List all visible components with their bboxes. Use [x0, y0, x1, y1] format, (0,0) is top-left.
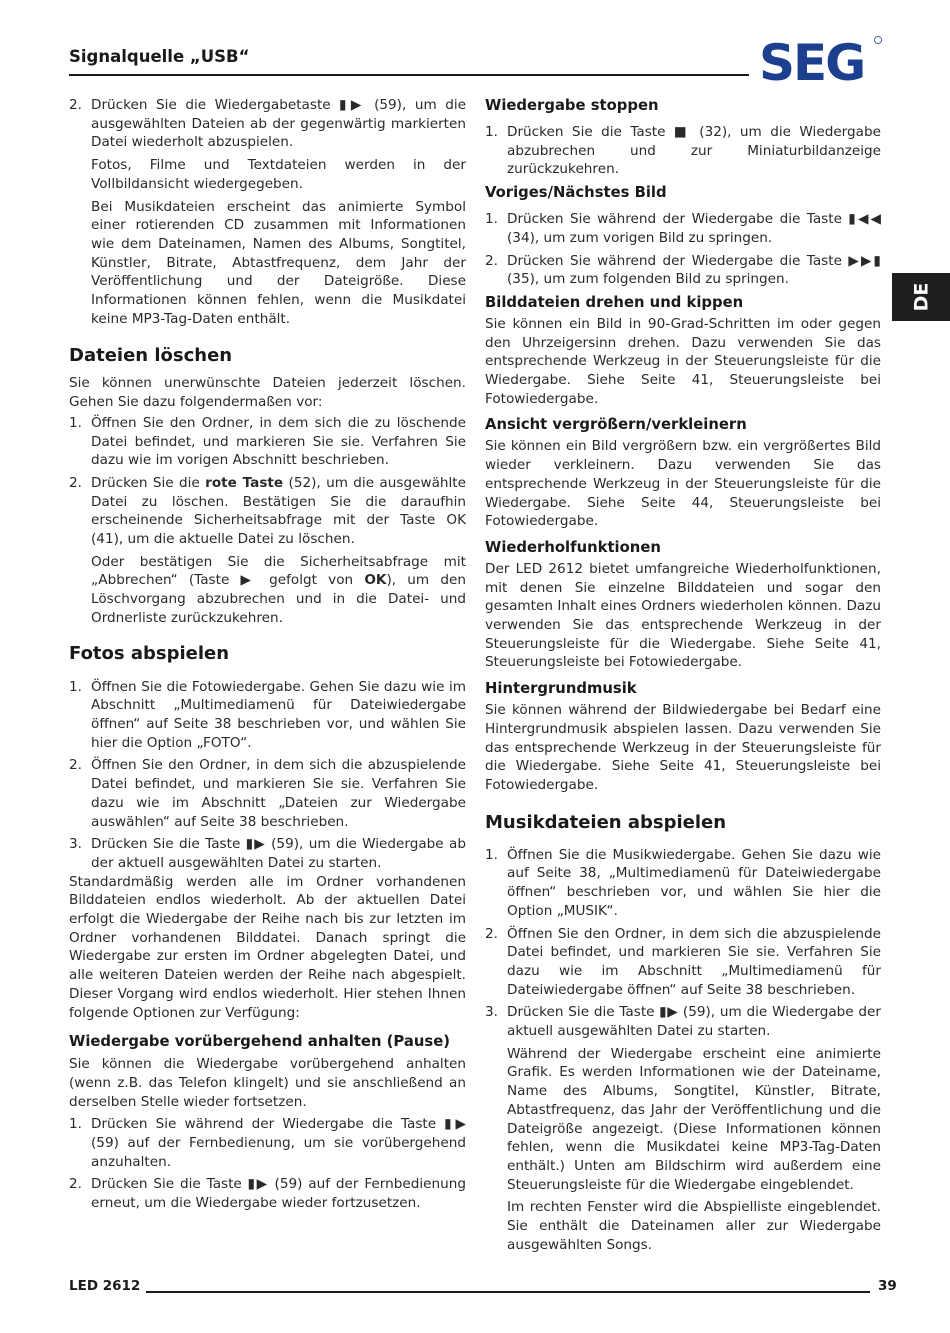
- step-text: Öffnen Sie die Fotowiedergabe. Gehen Sie dazu wie im Abschnitt „Multimediamenü für Dateiwiedergabe öffnen“ auf Seite 38 beschrieben vor, und wählen Sie hier die Option „FOTO“.: [91, 678, 466, 751]
- step-number: 2.: [69, 97, 82, 113]
- list-item: [485, 1003, 881, 1254]
- paragraph: Standardmäßig werden alle im Ordner vorhandenen Bilddateien endlos wiederholt. Ab der aktuellen Datei erfolgt die Wiedergabe der Reihe nach bis zur letzten im Ordner vorhandenen Bilddatei. Danach springt die Wiedergabe zur ersten im Ordner abgelegten Datei, und alle weiteren Dateien werden der Reihe nach abgespielt. Dieser Vorgang wird endlos wiederholt. Hier stehen Ihnen folgende Optionen zur Verfügung:: [69, 873, 466, 1021]
- right-column: [485, 96, 881, 1258]
- section-heading-prev-next: Voriges/Nächstes Bild: [485, 184, 667, 202]
- step-note: [91, 553, 466, 628]
- play-steps-list: [69, 96, 466, 328]
- language-tab-label: DE: [909, 282, 932, 312]
- step-number: 1.: [485, 846, 498, 863]
- left-column: [69, 96, 466, 1217]
- section-heading-photos: Fotos abspielen: [69, 642, 230, 664]
- step-note: Im rechten Fenster wird die Abspielliste eingeblendet. Sie enthält die Dateinamen aller zur Wiedergabe ausgewählten Songs.: [507, 1199, 881, 1253]
- list-item: [69, 1175, 466, 1212]
- section-heading-music: Musikdateien abspielen: [485, 811, 727, 833]
- list-item: [69, 835, 466, 872]
- list-item: [69, 1115, 466, 1171]
- step-text: Drücken Sie während der Wiedergabe die Taste ▮▶ (59) auf der Fernbedienung, um sie vorübergehend anzuhalten.: [91, 1116, 466, 1170]
- step-text: Öffnen Sie die Musikwiedergabe. Gehen Sie dazu wie auf Seite 38, „Multimediamenü für Dateiwiedergabe öffnen“ beschrieben vor, und wählen Sie hier die Option „MUSIK“.: [507, 846, 881, 919]
- step-number: 1.: [485, 211, 498, 228]
- list-item: [69, 756, 466, 831]
- ok-key-label: OK: [364, 572, 387, 589]
- seg-logo-text: SEG: [759, 34, 865, 84]
- text-run: (52), um die ausgewählte Datei zu löschen. Bestätigen Sie die daraufhin erscheinende Sicherheitsabfrage mit der Taste OK (41), um die aktuelle Datei zu löschen.: [91, 474, 466, 548]
- paragraph: Sie können unerwünschte Dateien jederzeit löschen. Gehen Sie dazu folgendermaßen vor:: [69, 375, 466, 411]
- text-run: Drücken Sie die: [91, 474, 206, 491]
- step-note: Bei Musikdateien erscheint das animierte Symbol einer rotierenden CD zusammen mit Informationen wie dem Dateinamen, Namen des Albums, Songtitel, Künstler, Bitrate, Abtastfrequenz, dem Jahr der Veröffentlichung und der Dateigröße. Diese Informationen können fehlen, wenn die Musikdatei keine MP3-Tag-Daten enthält.: [91, 198, 466, 327]
- list-item: [485, 210, 881, 247]
- step-note: Fotos, Filme und Textdateien werden in der Vollbildansicht wiedergegeben.: [91, 157, 466, 192]
- step-number: 3.: [485, 1004, 498, 1021]
- paragraph: Sie können während der Bildwiedergabe bei Bedarf eine Hintergrundmusik abspielen lassen. Dazu verwenden Sie das entsprechende Werkzeug in der Steuerungsleiste für die Wiedergabe. Siehe Seite 41, Steuerungsleiste bei Fotowiedergabe.: [485, 702, 881, 793]
- seg-logo-graphic: [759, 34, 884, 84]
- list-item: [69, 414, 466, 470]
- header-rule: [69, 74, 749, 76]
- section-heading-repeat: Wiederholfunktionen: [485, 538, 661, 556]
- step-number: 3.: [69, 836, 82, 853]
- step-number: 1.: [69, 678, 82, 695]
- paragraph: Der LED 2612 bietet umfangreiche Wiederholfunktionen, mit denen Sie einzelne Bilddateien und sogar den gesamten Inhalt eines Ordners wiederholen können. Dazu verwenden Sie das entsprechende Werkzeug in der Steuerungsleiste für die Wiedergabe. Siehe Seite 41, Steuerungsleiste bei Fotowiedergabe.: [485, 560, 881, 671]
- step-text: Öffnen Sie den Ordner, in dem sich die zu löschende Datei befindet, und markieren Sie sie. Verfahren Sie dazu wie im vorigen Abschnitt beschrieben.: [91, 414, 466, 469]
- step-text: Drücken Sie die Taste ▮▶ (59) auf der Fernbedienung erneut, um die Wiedergabe wieder fortzusetzen.: [91, 1176, 466, 1212]
- footer-rule: [146, 1291, 870, 1293]
- step-number: 1.: [69, 1116, 82, 1133]
- photo-steps-list: [69, 678, 466, 873]
- step-number: 2.: [485, 252, 498, 269]
- paragraph: Sie können ein Bild in 90-Grad-Schritten im oder gegen den Uhrzeigersinn drehen. Dazu verwenden Sie das entsprechende Werkzeug in der Steuerungsleiste für die Wiedergabe. Siehe Seite 41, Steuerungsleiste bei Fotowiedergabe.: [485, 315, 881, 407]
- step-text: Drücken Sie die Taste ▮▶ (59), um die Wiedergabe der aktuell ausgewählten Datei zu starten.: [507, 1004, 881, 1040]
- step-text: Drücken Sie die Taste ▮▶ (59), um die Wiedergabe ab der aktuell ausgewählten Datei zu starten.: [91, 836, 466, 871]
- delete-steps-list: [69, 414, 466, 628]
- page-header-title: Signalquelle „USB“: [69, 47, 250, 66]
- step-number: 2.: [69, 1176, 82, 1193]
- footer-model: LED 2612: [69, 1278, 141, 1294]
- paragraph: Sie können ein Bild vergrößern bzw. ein vergrößertes Bild wieder verkleinern. Dazu verwenden Sie das entsprechende Werkzeug in der Steuerungsleiste für die Wiedergabe. Siehe Seite 44, Steuerungsleiste bei Fotowiedergabe.: [485, 438, 881, 530]
- list-item: [69, 678, 466, 753]
- seg-logo: [759, 34, 884, 88]
- section-heading-rotate: Bilddateien drehen und kippen: [485, 293, 744, 311]
- text-run: ), um den Löschvorgang abzubrechen und in die Datei- und Ordnerliste zurückzukehren.: [91, 572, 466, 626]
- step-text: Drücken Sie während der Wiedergabe die Taste ▶▶▮ (35), um zum folgenden Bild zu springen.: [507, 252, 881, 288]
- music-steps-list: [485, 846, 881, 1255]
- step-text: [91, 474, 466, 549]
- page-number: 39: [878, 1278, 897, 1294]
- step-text: Öffnen Sie den Ordner, in dem sich die abzuspielende Datei befindet, und markieren Sie sie. Verfahren Sie dazu wie im Abschnitt „Dateien zur Wiedergabe auswählen“ auf Seite 38 beschrieben.: [91, 757, 466, 830]
- text-run: Oder bestätigen Sie die Sicherheitsabfrage mit „Abbrechen“ (Taste ▶ gefolgt von: [91, 553, 466, 589]
- step-text: Drücken Sie während der Wiedergabe die Taste ▮◀◀ (34), um zum vorigen Bild zu springen.: [507, 211, 881, 246]
- step-number: 1.: [69, 414, 82, 431]
- step-text: Drücken Sie die Taste ■ (32), um die Wiedergabe abzubrechen und zur Miniaturbildanzeige zurückzukehren.: [507, 124, 881, 178]
- section-heading-zoom: Ansicht vergrößern/verkleinern: [485, 416, 747, 434]
- section-heading-stop: Wiedergabe stoppen: [485, 97, 659, 114]
- section-heading-pause: Wiedergabe vorübergehend anhalten (Pause): [69, 1033, 450, 1051]
- list-item: [69, 96, 466, 328]
- red-key-label: rote Taste: [205, 474, 284, 491]
- prev-next-steps-list: [485, 210, 881, 289]
- language-tab: [892, 273, 950, 321]
- step-number: 1.: [485, 124, 498, 140]
- pause-steps-list: [69, 1115, 466, 1213]
- step-number: 2.: [485, 925, 498, 942]
- list-item: [485, 123, 881, 179]
- section-heading-delete: Dateien löschen: [69, 345, 233, 367]
- list-item: [485, 252, 881, 289]
- step-number: 2.: [69, 474, 82, 491]
- paragraph: Sie können die Wiedergabe vorübergehend anhalten (wenn z.B. das Telefon klingelt) und sie anschließend an derselben Stelle wieder fortsetzen.: [69, 1056, 466, 1110]
- step-text: Öffnen Sie den Ordner, in dem sich die abzuspielende Datei befindet, und markieren Sie sie. Verfahren Sie dazu wie im Abschnitt „Multimediamenü für Dateiwiedergabe öffnen“ auf Seite 38 beschrieben.: [507, 925, 881, 998]
- step-text: Drücken Sie die Wiedergabetaste ▮▶ (59), um die ausgewählten Dateien ab der gegenwärtig markierten Datei wiederholt abzuspielen.: [91, 97, 466, 151]
- step-note: Während der Wiedergabe erscheint eine animierte Grafik. Es werden Informationen wie der Dateiname, Name des Albums, Songtitel, Künstler, Bitrate, Abtastfrequenz, das Jahr der Veröffentlichung und die Dateigröße angezeigt. (Diese Informationen können fehlen, wenn die Musikdatei keine MP3-Tag-Daten enthält.) Unten am Bildschirm wird außerdem eine Steuerungsleiste für die Wiedergabe eingeblendet.: [507, 1045, 881, 1193]
- list-item: [485, 846, 881, 921]
- list-item: [69, 474, 466, 628]
- step-number: 2.: [69, 757, 82, 774]
- list-item: [485, 925, 881, 1000]
- section-heading-background-music: Hintergrundmusik: [485, 680, 637, 698]
- stop-steps-list: [485, 123, 881, 179]
